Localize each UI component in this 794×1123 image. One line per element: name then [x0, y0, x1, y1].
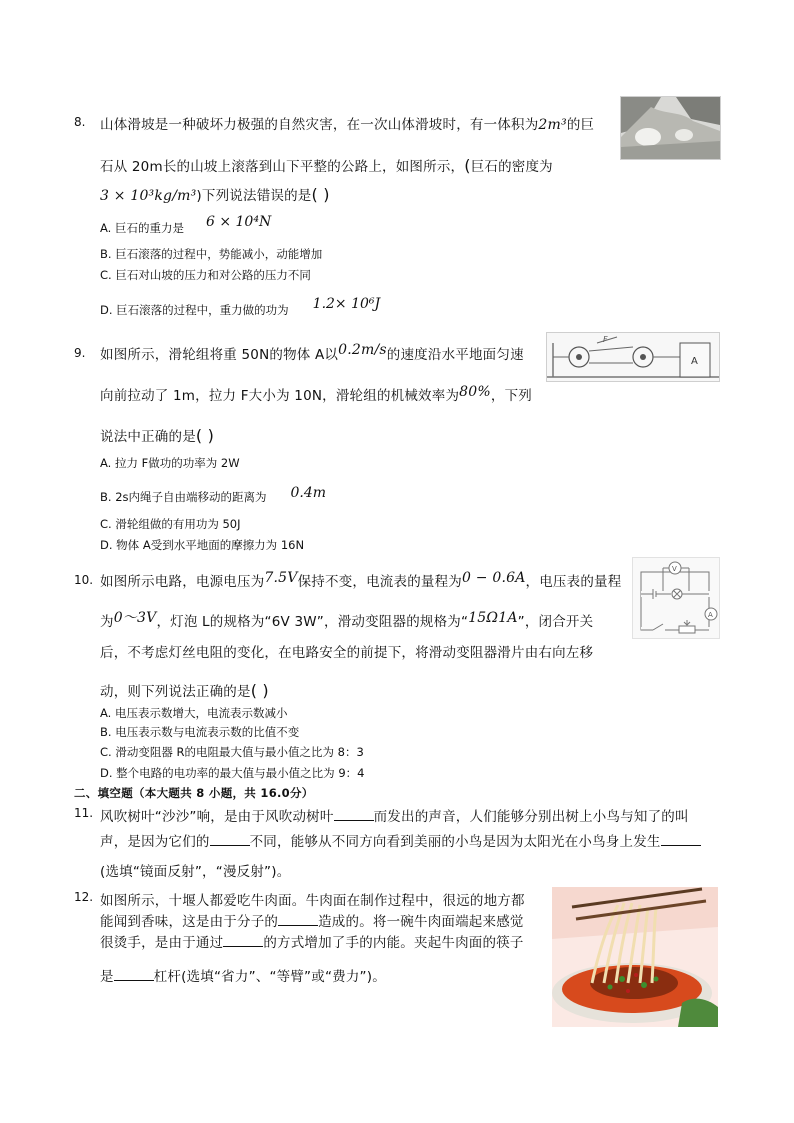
circuit-ammeter-label: A: [708, 611, 713, 619]
q8-option-a: [100, 214, 272, 236]
q8-option-b: B. 巨石滚落的过程中，势能减小，动能增加: [100, 247, 323, 261]
q9-option-a: A. 拉力 F做功的功率为 2W: [100, 456, 240, 470]
q10-line2: [100, 610, 593, 631]
q12-line2: [100, 910, 524, 930]
q9-option-b-formula: 0.4m: [290, 485, 327, 501]
pulley-force-label: F: [603, 335, 608, 344]
q12-blank-2[interactable]: [223, 934, 263, 947]
q12-line2-text-a: 能闻到香味，这是由于分子的: [100, 914, 279, 930]
q10-answer-bracket: ( ): [250, 681, 269, 700]
q12-blank-1[interactable]: [278, 913, 318, 926]
q8-option-a-formula: 6 × 10⁴N: [205, 214, 272, 230]
q8-option-a-text: A. 巨石的重力是: [100, 221, 184, 235]
q8-line1: [100, 113, 594, 133]
q8-line1-text: 山体滑坡是一种破坏力极强的自然灾害，在一次山体滑坡时，有一体积为: [100, 117, 539, 133]
q9-efficiency-formula: 80%: [459, 384, 491, 400]
circuit-diagram: [632, 557, 720, 639]
section-2-heading: 二、填空题（本大题共 8 小题，共 16.0分）: [74, 786, 314, 800]
q12-line4: [100, 965, 386, 985]
q10-line2-mid: ，灯泡 L的规格为“6V 3W”，滑动变阻器的规格为“: [156, 614, 469, 630]
q8-line3-text: 下列说法错误的是: [201, 188, 312, 204]
q9-answer-bracket: ( ): [195, 426, 215, 445]
q10-voltmeter-range: 0～3V: [113, 610, 157, 626]
q10-option-c: C. 滑动变阻器 R的电阻最大值与最小值之比为 8：3: [100, 745, 364, 759]
q9-line1: [100, 343, 524, 363]
q9-speed-formula: 0.2m/s: [338, 342, 387, 358]
q12-line3: [100, 931, 524, 951]
q10-option-d: D. 整个电路的电功率的最大值与最小值之比为 9：4: [100, 766, 365, 780]
q10-line1-end: ，电压表的量程: [525, 574, 622, 590]
q12-blank-3[interactable]: [114, 968, 154, 981]
q11-line1-text-b: 而发出的声音，人们能够分别出树上小鸟与知了的叫: [373, 809, 689, 825]
q11-line2: [100, 830, 701, 850]
q9-line3-text: 说法中正确的是: [100, 429, 196, 445]
q10-line4-text: 动，则下列说法正确的是: [100, 684, 251, 700]
q8-open-paren: (: [464, 156, 471, 175]
q9-option-b: [100, 485, 327, 505]
q12-line4-text-a: 是: [100, 969, 114, 985]
q12-line4-text-b: 杠杆: [153, 969, 182, 985]
q10-ammeter-range: 0 − 0.6A: [462, 570, 526, 586]
q8-option-d-formula: 1.2× 10⁶J: [312, 296, 381, 312]
pulley-diagram: [546, 332, 720, 382]
q8-option-c: C. 巨石对山坡的压力和对公路的压力不同: [100, 268, 311, 282]
q12-line3-text-a: 很烫手，是由于通过: [100, 935, 224, 951]
q11-number: 11.: [74, 806, 94, 820]
q10-number: 10.: [74, 573, 94, 587]
q11-line1-text-a: 风吹树叶“沙沙”响，是由于风吹动树叶: [100, 809, 334, 825]
q8-option-d-text: D. 巨石滚落的过程中，重力做的功为: [100, 303, 289, 317]
q8-option-d: [100, 296, 381, 318]
q10-option-a: A. 电压表示数增大，电流表示数减小: [100, 706, 288, 720]
q8-number: 8.: [74, 115, 86, 129]
q11-blank-1[interactable]: [334, 808, 374, 821]
q11-line3: (选填“镜面反射”，“漫反射”)。: [100, 864, 291, 880]
q9-option-d: D. 物体 A受到水平地面的摩擦力为 16N: [100, 538, 305, 552]
q9-line3: [100, 425, 214, 445]
q9-line1-text: 如图所示，滑轮组将重 50N的物体 A以: [100, 347, 339, 363]
q10-line1: [100, 570, 621, 590]
q9-line2-end: ，下列: [490, 388, 532, 404]
q12-number: 12.: [74, 890, 94, 904]
q8-line2-end: 巨石的密度为: [470, 159, 553, 175]
q9-option-b-text: B. 2s内绳子自由端移动的距离为: [100, 490, 267, 504]
q8-line2-text: 石从 20m长的山坡上滚落到山下平整的公路上，如图所示，: [100, 159, 465, 175]
pulley-block-label: A: [691, 356, 698, 367]
q9-line2: [100, 384, 532, 404]
q10-line1-mid: 保持不变，电流表的量程为: [297, 574, 462, 590]
q9-option-c: C. 滑轮组做的有用功为 50J: [100, 517, 241, 531]
q8-density-formula: 3 × 10³kg/m³: [100, 188, 197, 204]
q12-line1: 如图所示，十堰人都爱吃牛肉面。牛肉面在制作过程中，很远的地方都: [100, 893, 525, 909]
q12-line4-text-c: (选填“省力”、“等臂”或“费力”)。: [181, 969, 386, 985]
q12-line2-text-b: 造成的。将一碗牛肉面端起来感觉: [318, 914, 524, 930]
q10-voltage-formula: 7.5V: [264, 570, 298, 586]
beef-noodle-photo: [552, 887, 718, 1027]
q12-line3-text-b: 的方式增加了手的内能。夹起牛肉面的筷子: [263, 935, 524, 951]
q10-line2-end: ”，闭合开关: [517, 614, 594, 630]
circuit-voltmeter-label: V: [672, 565, 677, 573]
q9-line1-end: 的速度沿水平地面匀速: [386, 347, 524, 363]
q11-line2-text-a: 声，是因为它们的: [100, 834, 210, 850]
q8-close-paren: ): [196, 188, 202, 204]
q11-blank-2[interactable]: [210, 833, 250, 846]
q8-line3: [100, 184, 330, 204]
q10-line1-text: 如图所示电路，电源电压为: [100, 574, 265, 590]
q10-option-b: B. 电压表示数与电流表示数的比值不变: [100, 725, 300, 739]
q8-volume-formula: 2m³: [538, 117, 567, 133]
q8-answer-bracket: ( ): [311, 185, 330, 204]
q10-line4: [100, 680, 269, 700]
q11-blank-3[interactable]: [661, 833, 701, 846]
q10-rheostat-spec: 15Ω1A: [468, 610, 518, 626]
q8-line1-end: 的巨: [566, 117, 595, 133]
q11-line1: [100, 805, 689, 825]
q11-line2-text-b: 不同，能够从不同方向看到美丽的小鸟是因为太阳光在小鸟身上发生: [249, 834, 661, 850]
landslide-photo: [620, 96, 721, 160]
q9-number: 9.: [74, 346, 86, 360]
q10-line3: 后，不考虑灯丝电阻的变化，在电路安全的前提下，将滑动变阻器滑片由右向左移: [100, 645, 594, 661]
q9-line2-text: 向前拉动了 1m，拉力 F大小为 10N，滑轮组的机械效率为: [100, 388, 460, 404]
q8-line2: [100, 155, 553, 175]
q10-line2-text: 为: [100, 614, 114, 630]
